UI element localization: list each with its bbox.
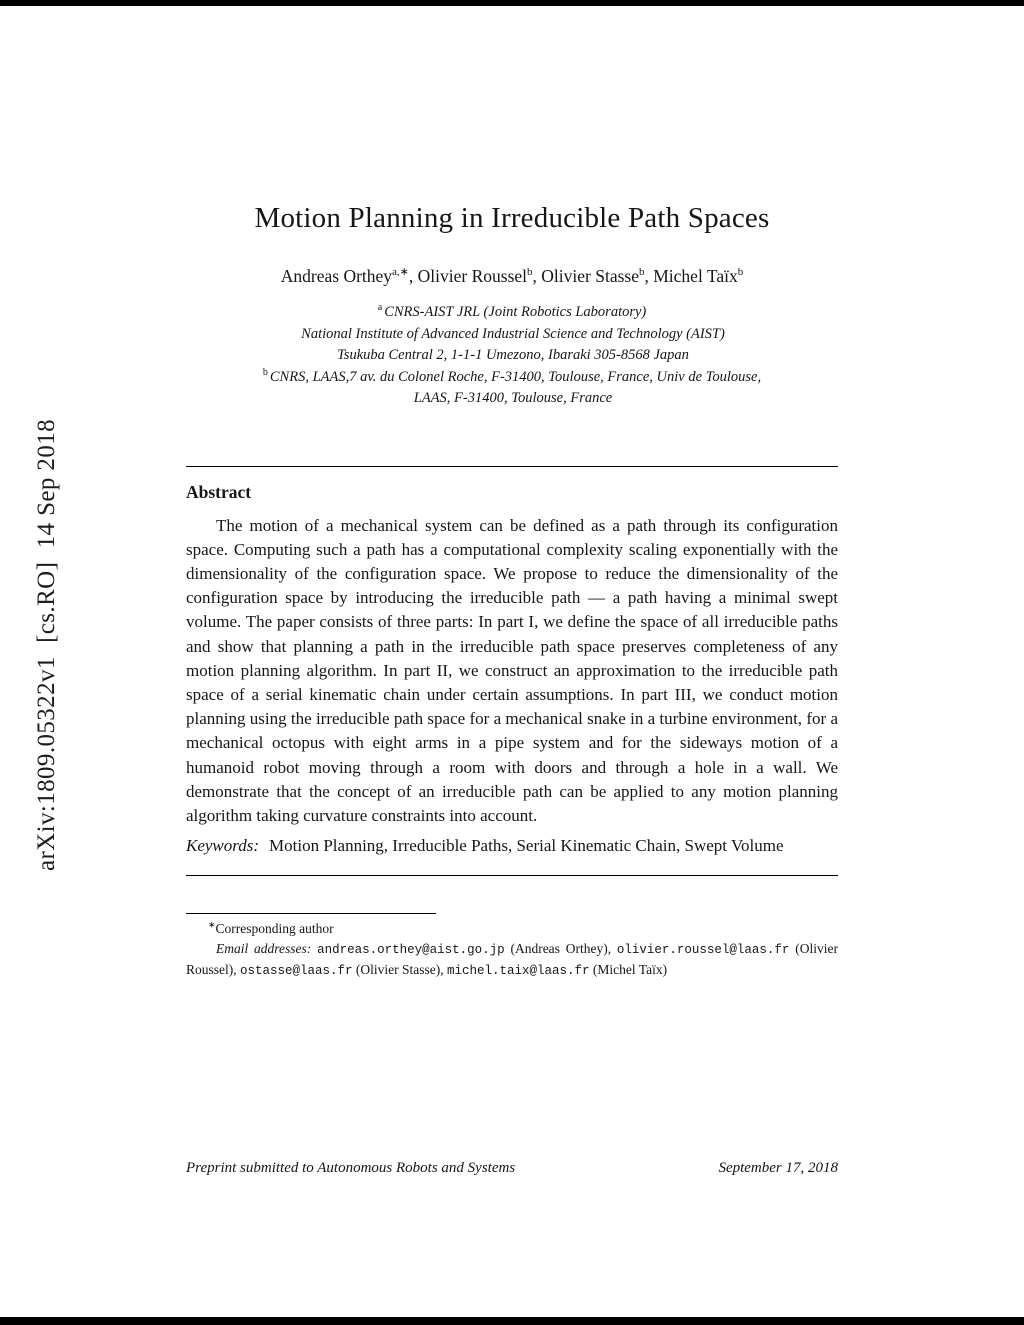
- email-address: michel.taix@laas.fr: [447, 964, 590, 979]
- footnote-block: [186, 919, 838, 982]
- author-affil-sup: a,∗: [392, 266, 409, 279]
- abstract-heading: Abstract: [186, 481, 252, 502]
- author: Olivier Stasse$^b$,: [541, 266, 654, 286]
- email-label: Email addresses:: [216, 940, 318, 956]
- footnote-rule: [186, 913, 436, 914]
- keywords-label: Keywords:: [186, 836, 260, 856]
- author-affil-sup: b: [638, 266, 645, 279]
- affiliation-line: $^b$ CNRS, LAAS,7 av. du Colonel Roche, F-31400, Toulouse, France, Univ de Toulouse,: [262, 366, 762, 385]
- email-address: ostasse@laas.fr: [240, 964, 353, 979]
- affiliation-line: $^a$ CNRS-AIST JRL (Joint Robotics Laboratory): [377, 302, 647, 320]
- divider-bottom: [186, 875, 838, 876]
- affiliation-line: LAAS, F-31400, Toulouse, France: [413, 390, 613, 406]
- affiliation-line: National Institute of Advanced Industrial Science and Technology (AIST): [301, 325, 725, 342]
- author-affil-sup: b: [737, 266, 744, 279]
- abstract-text: The motion of a mechanical system can be defined as a path through its configuration space. Computing such a path has a computational complexity scaling exponentially with the dimensionality of the configuration space. We propose to reduce the dimensionality of the configuration space by introducing the irreducible path — a path having a minimal swept volume. The paper consists of three parts: In part I, we define the space of all irreducible paths and show that planning a path in the irreducible path space preserves completeness of any motion planning algorithm. In part II, we construct an approximation to the irreducible path space of a serial kinematic chain under certain assumptions. In part III, we conduct motion planning using the irreducible path space for a mechanical snake in a turbine environment, for a mechanical octopus with eight arms in a pipe system and for the sideways motion of a humanoid robot moving through a room with doors and through a hole in a wall. We demonstrate that the concept of an irreducible path can be applied to any motion planning algorithm taking curvature constraints into account.: [186, 515, 838, 825]
- footer-date: September 17, 2018: [718, 1160, 838, 1176]
- arxiv-watermark: arXiv:1809.05322v1 [cs.RO] 14 Sep 2018: [33, 418, 60, 872]
- affiliation-line: Tsukuba Central 2, 1-1-1 Umezono, Ibaraki 305-8568 Japan: [337, 347, 689, 363]
- viewer-edge-bottom: [0, 1317, 1024, 1325]
- affiliations: [186, 302, 838, 410]
- author: Andreas Orthey$^{a,∗}$,: [280, 266, 418, 286]
- email-address: andreas.orthey@aist.go.jp: [317, 942, 505, 957]
- author-affil-sup: b: [527, 266, 533, 279]
- author: Michel Taïx$^b$: [653, 266, 744, 286]
- keywords-text: Motion Planning, Irreducible Paths, Serial Kinematic Chain, Swept Volume: [269, 836, 784, 856]
- footer-preprint-note: Preprint submitted to Autonomous Robots and Systems: [186, 1160, 516, 1176]
- author-line: [186, 266, 838, 287]
- paper-content: [186, 0, 838, 982]
- footnote-star: ∗: [208, 919, 216, 930]
- author: Olivier Roussel$^b$,: [417, 266, 542, 286]
- corresponding-author-note: ∗Corresponding author: [208, 919, 334, 937]
- paper-title: Motion Planning in Irreducible Path Spaces: [254, 202, 770, 234]
- keywords-line: [186, 834, 838, 858]
- email-address: olivier.roussel@laas.fr: [616, 942, 790, 957]
- email-addresses: Email addresses: andreas.orthey@aist.go.jp (Andreas Orthey), olivier.roussel@laas.fr (Olivier Roussel), ostasse@laas.fr (Olivier Stasse), michel.taix@laas.fr (Michel Taïx): [186, 940, 838, 979]
- footer: [186, 1160, 838, 1177]
- divider-top: [186, 466, 838, 467]
